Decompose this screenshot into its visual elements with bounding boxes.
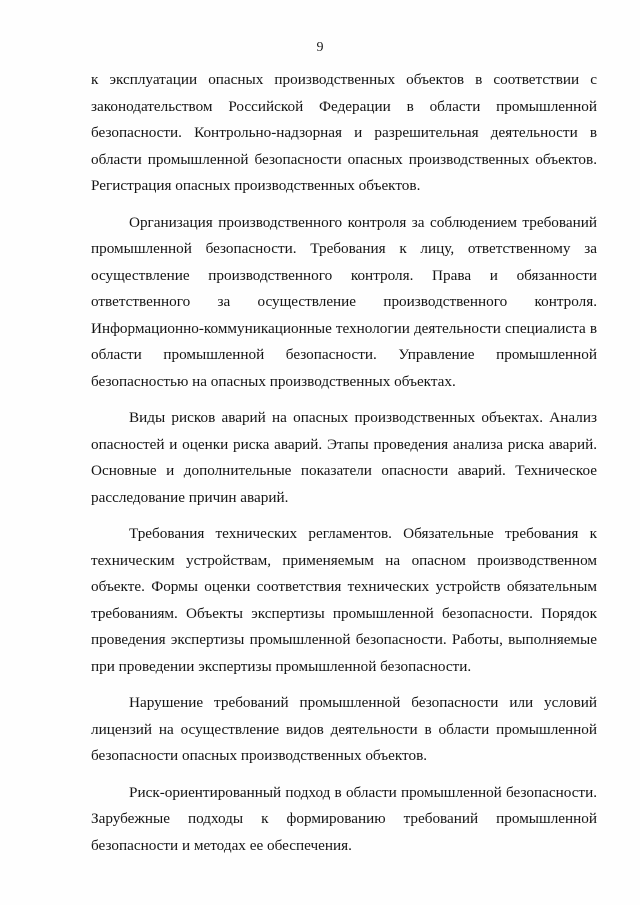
paragraph-continuation: к эксплуатации опасных производственных объектов в соответствии с законодательством Российской Федерации в области промышленной безопасности. Контрольно-надзорная и разрешительная деятельности в области промышленной безопасности опасных производственных объектов. Регистрация опасных производственных объектов. xyxy=(91,71,597,194)
paragraph-risk-oriented-approach: Риск-ориентированный подход в области промышленной безопасности. Зарубежные подходы к формированию требований промышленной безопасности и методах ее обеспечения. xyxy=(91,783,597,854)
page-number: 9 xyxy=(316,40,324,55)
paragraph-accident-risks: Виды рисков аварий на опасных производственных объектах. Анализ опасностей и оценки риска аварий. Этапы проведения анализа риска аварий. Основные и дополнительные показатели опасности аварий. Техническое расследование причин аварий. xyxy=(91,409,597,506)
paragraph-technical-regulations: Требования технических регламентов. Обязательные требования к техническим устройствам, применяемым на опасном производственном объекте. Формы оценки соответствия технических устройств обязательным требованиям. Объекты экспертизы промышленной безопасности. Порядок проведения экспертизы промышленной безопасности. Работы, выполняемые при проведении экспертизы промышленной безопасности. xyxy=(91,525,597,675)
paragraph-violations: Нарушение требований промышленной безопасности или условий лицензий на осуществление видов деятельности в области промышленной безопасности опасных производственных объектов. xyxy=(91,694,597,764)
document-body xyxy=(91,67,597,869)
paragraph-production-control: Организация производственного контроля за соблюдением требований промышленной безопасности. Требования к лицу, ответственному за осуществление производственного контроля. Права и обязанности ответственного за осуществление производственного контроля. Информационно-коммуникационные технологии деятельности специалиста в области промышленной безопасности. Управление промышленной безопасностью на опасных производственных объектах. xyxy=(91,213,597,390)
